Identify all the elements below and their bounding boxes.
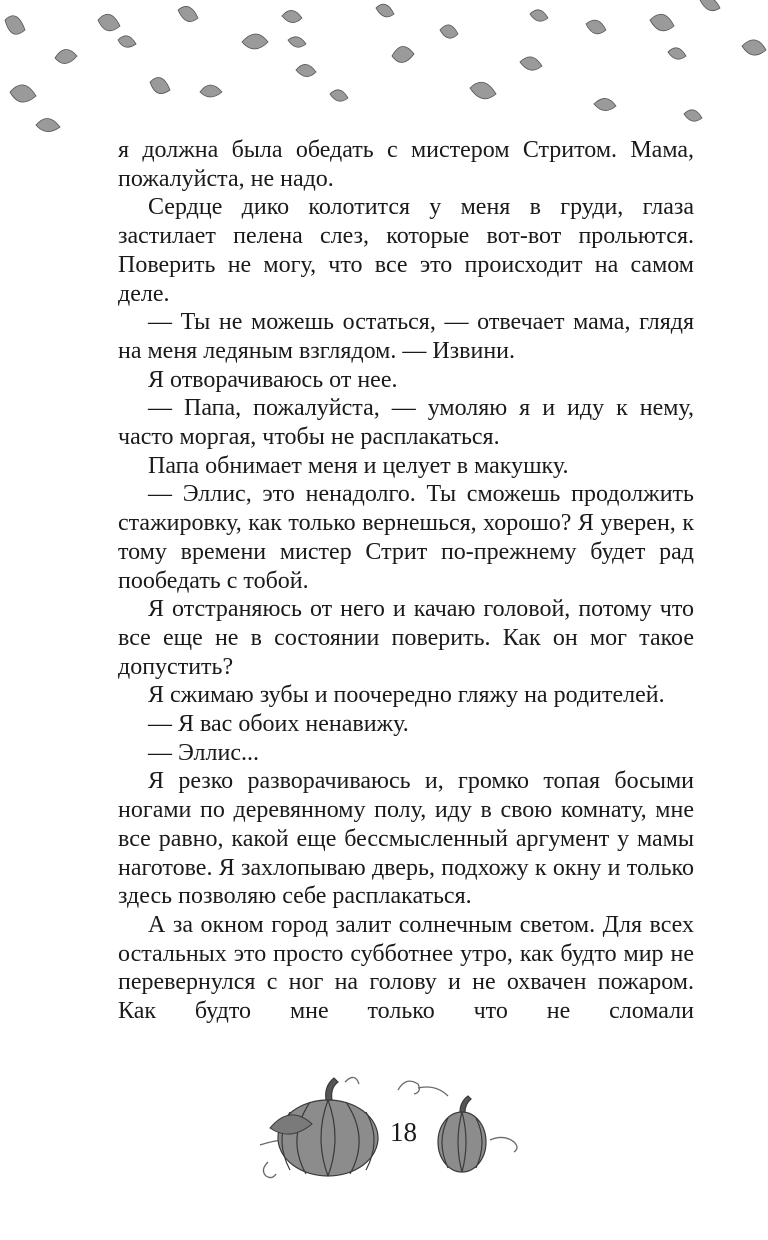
small-pumpkin-icon	[438, 1096, 486, 1172]
leaf-icon	[36, 118, 60, 131]
leaf-icon	[700, 0, 720, 11]
leaf-icon	[200, 85, 222, 97]
leaf-icon	[296, 64, 316, 76]
paragraph: — Ты не можешь остаться, — отвечает мама, глядя на меня ледяным взглядом. — Извини.	[118, 309, 694, 364]
paragraph: Сердце дико колотится у меня в груди, глаза застилает пелена слез, которые вот-вот прольются. Поверить не могу, что все это происходит на самом деле.	[118, 194, 694, 307]
leaf-icon	[650, 14, 674, 31]
leaf-icon	[470, 82, 496, 99]
leaf-icon	[668, 48, 686, 59]
leaf-icon	[178, 6, 198, 21]
leaf-icon	[520, 57, 542, 70]
paragraph: Папа обнимает меня и целует в макушку.	[148, 452, 569, 479]
paragraph: Я резко разворачиваюсь и, громко топая босыми ногами по деревянному полу, иду в свою комнату, мне все равно, какой еще бессмысленный аргумент у мамы наготове. Я захлопываю дверь, подхожу к окну и только здесь позволяю себе расплакаться.	[118, 768, 694, 910]
leaf-icon	[330, 90, 348, 101]
leaf-icon	[530, 10, 548, 21]
leaf-icon	[440, 25, 458, 38]
paragraph: Я сжимаю зубы и поочередно гляжу на родителей.	[148, 682, 665, 709]
leaf-icon	[282, 10, 302, 22]
leaf-icon	[118, 36, 136, 47]
paragraph: Я отстраняюсь от него и качаю головой, потому что все еще не в состоянии поверить. Как он мог такое допустить?	[118, 596, 694, 680]
paragraph: А за окном город залит солнечным светом. Для всех остальных это просто субботнее утро, как будто мир не перевернулся с ног на голову и не охвачен пожаром. Как будто мне только что не сломали	[118, 911, 694, 1025]
paragraph: Я отворачиваюсь от нее.	[148, 366, 398, 393]
leaf-icon	[242, 34, 268, 49]
leaf-icon	[586, 20, 606, 34]
leaf-icon	[98, 14, 120, 31]
leaf-icon	[594, 98, 616, 110]
leaf-icon	[5, 16, 25, 34]
falling-leaves-decoration	[0, 0, 768, 140]
leaf-icon	[150, 78, 170, 94]
page-number: 18	[390, 1117, 417, 1147]
leaf-icon	[392, 46, 414, 62]
leaf-icon	[376, 4, 394, 17]
page-text	[118, 136, 694, 1026]
leaf-icon	[742, 40, 766, 55]
paragraph: — Эллис, это ненадолго. Ты сможешь продолжить стажировку, как только вернешься, хорошо? Я уверен, к тому времени мистер Стрит по-прежнему будет рад пообедать с тобой.	[118, 481, 694, 594]
leaf-icon	[55, 49, 77, 63]
leaf-icon	[288, 37, 306, 47]
paragraph: — Я вас обоих ненавижу.	[148, 711, 409, 738]
paragraph: — Папа, пожалуйста, — умоляю я и иду к нему, часто моргая, чтобы не расплакаться.	[118, 395, 694, 451]
paragraph: — Эллис...	[148, 739, 259, 766]
leaf-icon	[10, 85, 36, 102]
leaf-icon	[684, 110, 702, 121]
paragraph: я должна была обедать с мистером Стритом. Мама, пожалуйста, не надо.	[118, 137, 694, 192]
